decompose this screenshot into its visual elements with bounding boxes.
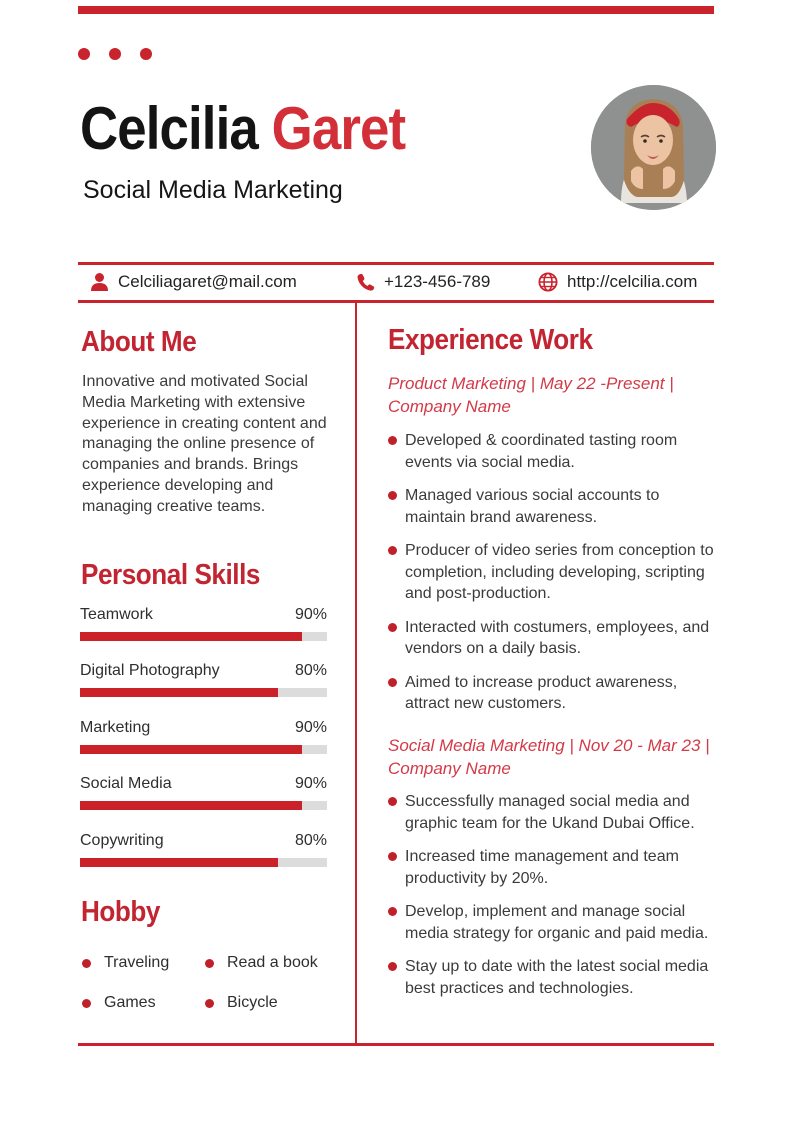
skill-bar-track xyxy=(80,688,327,697)
hobby-label: Traveling xyxy=(104,954,170,971)
hobby-item xyxy=(205,954,318,972)
skills-heading: Personal Skills xyxy=(81,559,260,591)
experience-bullet xyxy=(388,430,722,473)
phone-icon xyxy=(357,273,375,291)
skill-label: Copywriting xyxy=(80,832,164,849)
first-name: Celcilia xyxy=(80,95,258,162)
skill-label: Teamwork xyxy=(80,606,153,623)
bullet-icon xyxy=(82,999,91,1008)
about-heading: About Me xyxy=(81,326,197,358)
bullet-text: Develop, implement and manage social media strategy for organic and paid media. xyxy=(405,903,709,942)
skill-row xyxy=(80,662,327,697)
contact-email[interactable] xyxy=(90,269,297,295)
bottom-rule xyxy=(78,1043,714,1046)
job-bullet-list xyxy=(388,791,722,1011)
job-title-line: Company Name xyxy=(388,397,511,416)
experience-bullet xyxy=(388,901,722,944)
globe-icon xyxy=(538,272,558,292)
skill-bar-fill xyxy=(80,632,302,641)
bullet-text: Increased time management and team productivity by 20%. xyxy=(405,848,679,887)
experience-heading: Experience Work xyxy=(388,324,593,356)
hobby-label: Bicycle xyxy=(227,994,278,1011)
bullet-text: Stay up to date with the latest social media best practices and technologies. xyxy=(405,958,709,997)
skill-percent: 80% xyxy=(294,832,327,849)
contact-phone-text: +123-456-789 xyxy=(384,272,491,291)
bullet-icon xyxy=(205,999,214,1008)
bullet-text: Producer of video series from conception to completion, including developing, scripting and post-production. xyxy=(405,542,714,602)
job-bullet-list xyxy=(388,430,722,727)
portrait-illustration xyxy=(591,85,716,210)
experience-bullet xyxy=(388,791,722,834)
skill-percent: 90% xyxy=(294,719,327,736)
skill-percent: 90% xyxy=(294,606,327,623)
about-text: Innovative and motivated Social Media Marketing with extensive experience in creating content and managing the online presence of companies and brands. Brings experience developing and managing creative teams. xyxy=(82,373,327,515)
decorative-dots xyxy=(78,48,152,60)
person-name xyxy=(80,94,405,163)
skill-percent: 90% xyxy=(294,775,327,792)
bullet-icon xyxy=(82,959,91,968)
contact-phone[interactable] xyxy=(357,269,490,295)
contact-website-text: http://celcilia.com xyxy=(567,272,698,291)
experience-bullet xyxy=(388,617,722,660)
skill-bar-fill xyxy=(80,745,302,754)
bullet-icon xyxy=(388,962,397,971)
bullet-text: Developed & coordinated tasting room events via social media. xyxy=(405,432,678,471)
bullet-icon xyxy=(388,678,397,687)
dot-icon xyxy=(78,48,90,60)
skill-percent: 80% xyxy=(294,662,327,679)
bullet-text: Interacted with costumers, employees, and vendors on a daily basis. xyxy=(405,618,710,657)
hobby-label: Read a book xyxy=(227,954,318,971)
job-subtitle: Social Media Marketing xyxy=(83,176,343,204)
hobby-item xyxy=(205,994,278,1012)
contact-email-text: Celciliagaret@mail.com xyxy=(118,272,297,291)
skill-bar-track xyxy=(80,801,327,810)
experience-bullet xyxy=(388,540,722,605)
top-accent-bar xyxy=(78,6,714,14)
bullet-icon xyxy=(388,852,397,861)
person-icon xyxy=(90,272,109,292)
job-title xyxy=(388,734,728,780)
hobby-item xyxy=(82,994,156,1012)
bullet-text: Successfully managed social media and graphic team for the Ukand Dubai Office. xyxy=(405,793,695,832)
job-title-line: Company Name xyxy=(388,759,511,778)
skill-bar-track xyxy=(80,858,327,867)
skill-row xyxy=(80,832,327,867)
bullet-icon xyxy=(388,491,397,500)
bullet-icon xyxy=(388,436,397,445)
skill-row xyxy=(80,606,327,641)
experience-bullet xyxy=(388,846,722,889)
contact-bar-bottom-rule xyxy=(78,300,714,303)
skill-row xyxy=(80,719,327,754)
experience-bullet xyxy=(388,956,722,999)
job-title xyxy=(388,372,728,418)
bullet-icon xyxy=(388,546,397,555)
last-name: Garet xyxy=(271,95,406,162)
bullet-text: Aimed to increase product awareness, attract new customers. xyxy=(405,673,678,712)
skill-row xyxy=(80,775,327,810)
bullet-icon xyxy=(205,959,214,968)
dot-icon xyxy=(109,48,121,60)
skill-label: Social Media xyxy=(80,775,172,792)
job-title-line: Product Marketing | May 22 -Present | xyxy=(388,374,674,393)
skill-bar-fill xyxy=(80,801,302,810)
bullet-icon xyxy=(388,797,397,806)
contact-website[interactable] xyxy=(538,269,697,295)
skill-label: Digital Photography xyxy=(80,662,220,679)
bullet-text: Managed various social accounts to maintain brand awareness. xyxy=(405,487,660,526)
skill-bar-fill xyxy=(80,858,278,867)
contact-bar-top-rule xyxy=(78,262,714,265)
experience-bullet xyxy=(388,485,722,528)
skill-label: Marketing xyxy=(80,719,151,736)
bullet-icon xyxy=(388,907,397,916)
profile-photo xyxy=(591,85,716,210)
hobby-label: Games xyxy=(104,994,156,1011)
skill-bar-track xyxy=(80,745,327,754)
column-divider xyxy=(355,303,357,1043)
skill-bar-track xyxy=(80,632,327,641)
hobby-item xyxy=(82,954,169,972)
dot-icon xyxy=(140,48,152,60)
skill-bar-fill xyxy=(80,688,278,697)
hobby-heading: Hobby xyxy=(81,896,160,928)
experience-bullet xyxy=(388,672,722,715)
bullet-icon xyxy=(388,623,397,632)
job-title-line: Social Media Marketing | Nov 20 - Mar 23 | xyxy=(388,736,710,755)
